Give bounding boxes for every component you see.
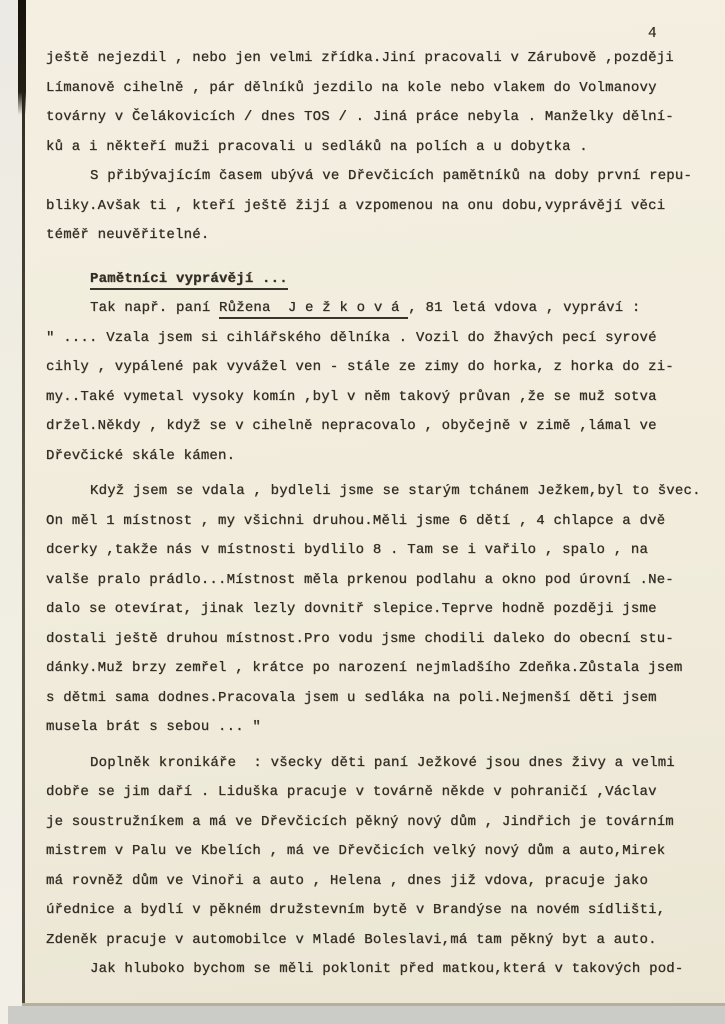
scan-left-margin — [0, 0, 22, 1024]
text-line: má rovněž dům ve Vinoři a auto , Helena , dnes již vdova, pracuje jako — [46, 872, 649, 889]
paragraph — [46, 477, 701, 743]
page-fold-edge-line — [22, 0, 25, 1010]
memoir-intro-line — [46, 294, 701, 324]
text-line: dostali ještě druhou místnost.Pro vodu jsme chodili daleko do obecní stu- — [46, 630, 674, 647]
text-line — [46, 265, 701, 295]
paragraph — [46, 44, 701, 162]
text-line: Zdeněk pracuje v automobilce v Mladé Boleslavi,má tam pěkný byt a auto. — [46, 931, 657, 948]
memoir-intro-prefix: Tak např. paní — [90, 300, 220, 316]
text-line: Když jsem se vdala , bydleli jsme se starým tchánem Ježkem,byl to švec. — [90, 483, 701, 499]
scan-bottom-strip — [8, 1006, 725, 1024]
text-line: valše pralo prádlo...Místnost měla prkenou podlahu a okno pod úrovní .Ne- — [46, 571, 674, 588]
text-line: Doplněk kronikáře : všecky děti paní Ježkové jsou dnes živy a velmi — [90, 754, 675, 771]
text-line: musela brát s sebou ... " — [46, 719, 262, 735]
page-fold-edge-line-top — [18, 0, 26, 115]
paragraph — [46, 162, 701, 251]
text-line: úřednice a bydlí v pěkném družstevním bytě v Brandýse na novém sídlišti, — [46, 902, 666, 918]
text-line: téměř neuvěřitelné. — [46, 227, 210, 243]
paragraph — [46, 294, 701, 324]
paragraph — [46, 749, 701, 956]
text-line: cihly , vypálené pak vyvážel ven - stále ze zimy do horka, z horka do zi- — [46, 359, 674, 375]
text-line: On měl 1 místnost , my všichni druhou.Měli jsme 6 dětí , 4 chlapce a dvě — [46, 512, 666, 529]
paragraph — [46, 955, 701, 985]
text-line: dánky.Muž brzy zemřel , krátce po narození nejmladšího Zdeňka.Zůstala jsem — [46, 660, 683, 676]
text-line: Límanově cihelně , pár dělníků jezdilo na kole nebo vlakem do Volmanovy — [46, 79, 657, 96]
text-line: ků a i někteří muži pracovali u sedláků na polích a u dobytka . — [46, 138, 588, 155]
text-line: držel.Někdy , když se v cihelně nepracovalo , obyčejně v zimě ,lámal ve — [46, 418, 657, 434]
text-line: dalo se otevírat, jinak lezly dovnitř slepice.Teprve hodně později jsme — [46, 601, 657, 617]
memoir-intro-suffix: , 81 letá vdova , vypráví : — [408, 300, 641, 316]
text-line: my..Také vymetal vysoky komín ,byl v něm takový průvan ,že se muž sotva — [46, 388, 657, 405]
text-line: Dřevčické skále kámen. — [46, 447, 236, 464]
text-line: továrny v Čelákovicích / dnes TOS / . Jiná práce nebyla . Manželky dělní- — [46, 109, 674, 125]
text-line: Jak hluboko bychom se měli poklonit před matkou,která v takových pod- — [90, 961, 684, 977]
paragraph — [46, 265, 701, 295]
text-line: " .... Vzala jsem si cihlářského dělníka . Vozil do žhavých pecí syrové — [46, 329, 657, 346]
text-line: S přibývajícím časem ubývá ve Dřevčicích pamětníků na doby první repu- — [90, 168, 693, 184]
text-line: dobře se jim daří . Liduška pracuje v továrně někde v pohraničí ,Václav — [46, 784, 657, 800]
text-line: mistrem v Palu ve Kbelích , má ve Dřevčicích velký nový dům a auto,Mirek — [46, 843, 666, 859]
text-line: je soustružníkem a má ve Dřevčicích pěkný nový dům , Jindřich je továrním — [46, 813, 674, 830]
paragraph — [46, 324, 701, 472]
section-heading: Pamětníci vyprávějí ... — [90, 271, 288, 290]
text-line: dcerky ,takže nás v místnosti bydlilo 8 . Tam se i vařilo , spalo , na — [46, 542, 649, 558]
text-line: bliky.Avšak ti , kteří ještě žijí a vzpomenou na onu dobu,vyprávějí věci — [46, 197, 666, 214]
page-number: 4 — [648, 26, 657, 42]
memoir-person-name: Růžena J e ž k o v á — [219, 300, 408, 319]
text-line: ještě nejezdil , nebo jen velmi zřídka.Jiní pracovali v Zárubově ,později — [46, 50, 674, 66]
text-line: s dětmi sama dodnes.Pracovala jsem u sedláka na poli.Nejmenší děti jsem — [46, 689, 657, 706]
typewritten-text-block — [46, 44, 701, 985]
